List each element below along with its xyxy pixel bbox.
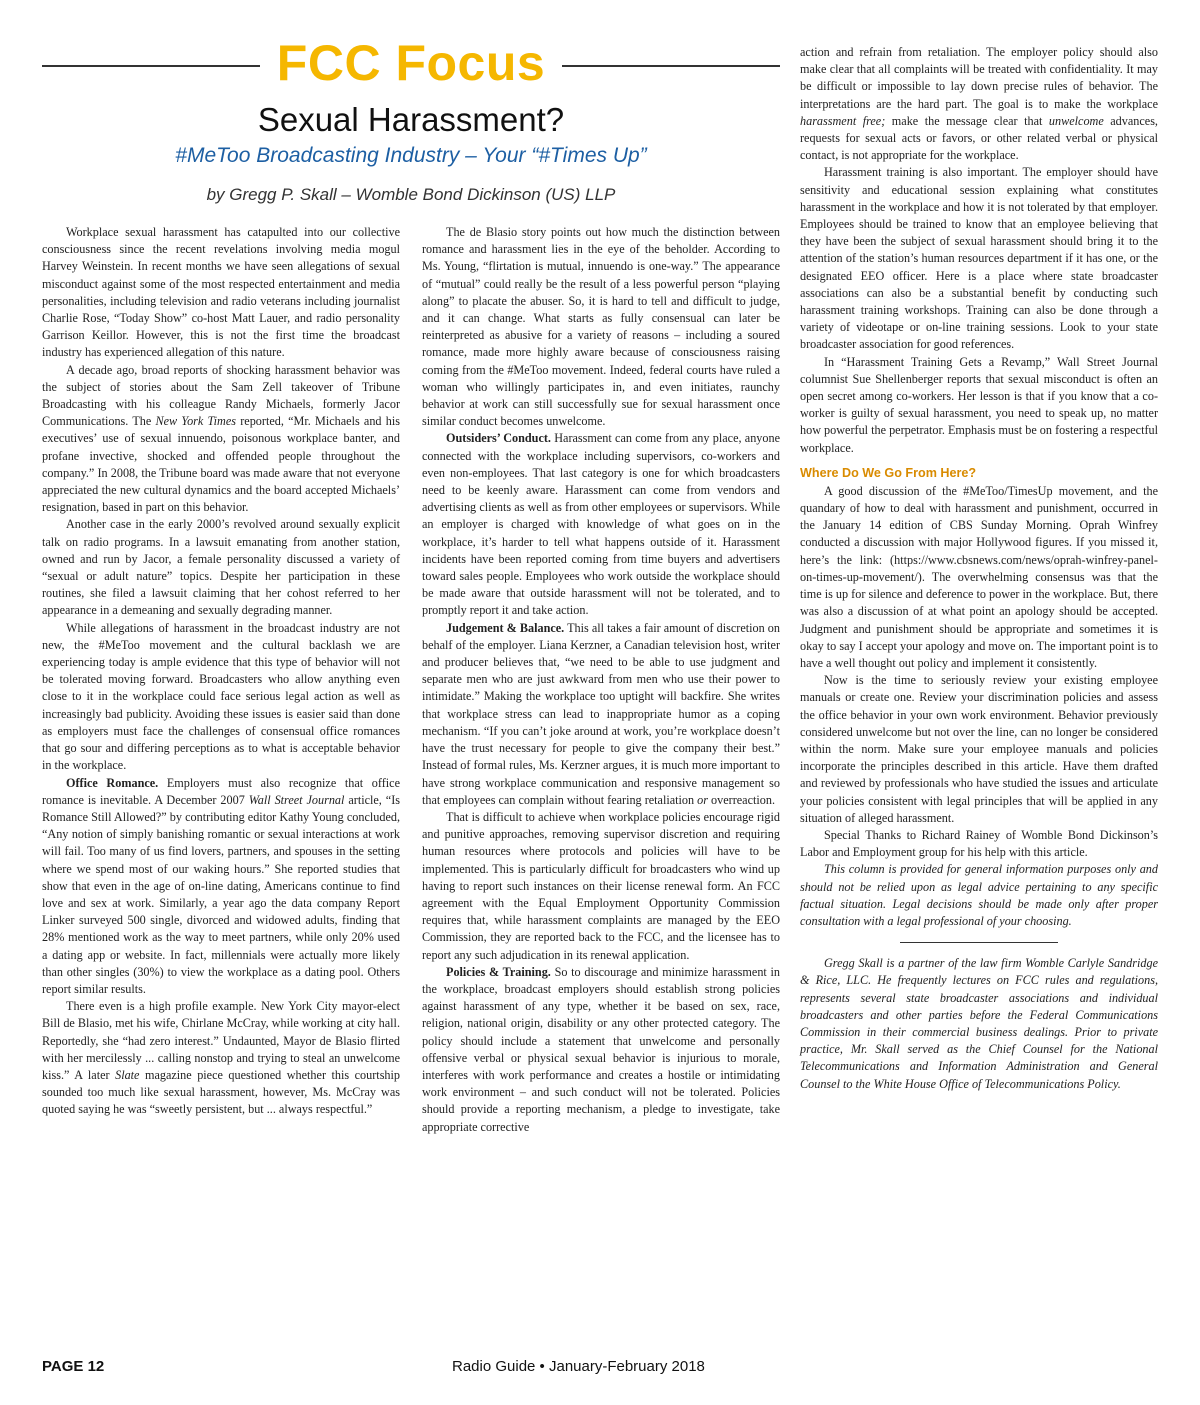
paragraph: Workplace sexual harassment has catapulted into our collective consciousness since the recent revelations involving media mogul Harvey Weinstein. In recent months we have seen allegations of sexual misconduct against some of the most respected entertainment and media personalities, including television and radio veterans including journalist Charlie Rose, “Today Show” co-host Matt Lauer, and radio personality Garrison Keillor. However, this is not the first time the broadcast industry has experienced allegation of this nature. xyxy=(42,225,400,360)
masthead xyxy=(42,34,780,92)
masthead-rule-right xyxy=(562,65,780,67)
publication-line: Radio Guide • January-February 2018 xyxy=(452,1358,705,1375)
article-headline: Sexual Harassment? xyxy=(257,101,565,138)
paragraph: In “Harassment Training Gets a Revamp,” Wall Street Journal columnist Sue Shellenberger reports that sexual misconduct is often an open secret among co-workers. Her lesson is that if you know that a co-worker is guilty of sexual harassment, you need to speak up, no matter how powerful the perpetrator. Emphasis must be on fostering a respectful workplace. xyxy=(800,354,1158,455)
run-in-heading: Policies & Training. xyxy=(446,964,551,979)
paragraph: That is difficult to achieve when workplace policies encourage rigid and punitive approaches, removing supervisor discretion and requiring human resources where protocols and policies will have to be implemented. This is particularly difficult for broadcasters who wind up having to report such instances on their license renewal form. An FCC agreement with the Equal Employment Opportunity Commission requires that, while harassment complaints are managed by the EEO Commission, they are reported back to the FCC, and the licensee has to report any such adjudication in its renewal application. xyxy=(422,809,780,962)
section-heading: Where Do We Go From Here? xyxy=(800,465,977,480)
page-footer xyxy=(42,1358,1158,1382)
paragraph: Office Romance. Employers must also recognize that office romance is inevitable. A December 2007 Wall Street Journal article, “Is Romance Still Allowed?” by contributing editor Kathy Young concluded, “Any notion of simply banishing romantic or sexual interactions at work will fail. Too many of us find lovers, partners, and spouses in the setting where we spend most of our waking hours.” She reported studies that show that even in the age of on-line dating, Americans continue to find love and sex at work. Similarly, a year ago the data company Report Linker surveyed 500 single, divorced and widowed adults, finding that 28% mentioned work as the way to meet partners, while only 20% used a dating app or website. In fact, millennials were actually more likely than other singles (30%) to view the workplace as a dating pool. Others report similar results. xyxy=(42,775,400,996)
paragraph: Now is the time to seriously review your existing employee manuals or create one. Review your discrimination policies and assess the office behavior in your own work environment. Behavior previously considered unwelcome but not over the line, can no longer be considered within the norm. Make sure your employee manuals and policies incorporate the principles described in this article. Have them drafted and reviewed by professionals who have studied the issues and articulate your policies consistent with legal principles that will be applied in any situation of alleged harassment. xyxy=(800,673,1158,825)
paragraph: The de Blasio story points out how much the distinction between romance and harassment lies in the eye of the beholder. According to Ms. Young, “flirtation is mutual, innuendo is one-way.” The appearance of “mutual” could really be the result of a less powerful person “playing along” to placate the abuser. So, it is hard to tell and difficult to judge, and it can change. What starts as fully consensual can later be reinterpreted as abusive for a variety of reasons – including a soured romance, made more highly aware because of consciousness raising coming from the #MeToo movement. Indeed, federal courts have ruled a woman who willingly participates in, and even initiates, raunchy behavior at work can still successfully sue for sexual harassment once similar conduct becomes unwelcome. xyxy=(422,225,780,429)
column-title: FCC Focus xyxy=(276,35,546,91)
text-column-1 xyxy=(42,224,400,1119)
paragraph: While allegations of harassment in the broadcast industry are not new, the #MeToo movement and the cultural backlash we are experiencing today is ample evidence that this type of behavior will not be tolerated moving forward. Broadcasters who allow anything even close to it in the workplace could face serious legal action as well as increasingly bad publicity. Avoiding these issues is easier said than done as employers must face the challenges of consensual office romances that go sour and differing perceptions as to what is acceptable behavior in the workplace. xyxy=(42,620,400,773)
paragraph: Judgement & Balance. This all takes a fair amount of discretion on behalf of the employer. Liana Kerzner, a Canadian television host, writer and producer believes that, “we need to be able to use judgment and separate men who are just awkward from men who use their power to intimidate.” Making the workplace too uptight will backfire. She writes that workplace stress can lead to inappropriate humor as a coping mechanism. “If you can’t joke around at work, you’re workplace doesn’t have the trust necessary for people to give the company their best.” Instead of formal rules, Ms. Kerzner argues, it is much more important to have strong workplace communication and responsive management so that employees can complain without fearing retaliation or overreaction. xyxy=(422,620,780,807)
run-in-heading: Judgement & Balance. xyxy=(446,620,565,635)
paragraph: Policies & Training. So to discourage and minimize harassment in the workplace, broadcast employers should establish strong policies against harassment of any type, whether it be based on sex, race, religion, national origin, disability or any other protected category. The policy should include a statement that unwelcome and personally offensive verbal or physical sexual behavior is injurious to morale, interferes with work performance and creates a hostile or intimidating work environment – and such conduct will not be tolerated. Policies should provide a reporting mechanism, a pledge to investigate, take appropriate corrective xyxy=(422,964,780,1134)
paragraph: Another case in the early 2000’s revolved around sexually explicit talk on radio programs. In a lawsuit emanating from another station, owned and run by Jacor, a female personality discussed a variety of “sexual or adult nature” topics. Despite her participation in these routines, she filed a lawsuit claiming that her cohost referred to her appearance in a demeaning and sexually degrading manner. xyxy=(42,517,400,618)
author-bio: Gregg Skall is a partner of the law firm Womble Carlyle Sandridge & Rice, LLC. He frequently lectures on FCC rules and regulations, represents several state broadcaster associations and individual broadcasters and other parties before the Federal Communications Commission in their commercial business dealings. Prior to private practice, Mr. Skall served as the Chief Counsel for the National Telecommunications and Information Administration and General Counsel to the White House Office of Telecommunications Policy. xyxy=(800,956,1158,1091)
page-number: PAGE 12 xyxy=(42,1358,105,1375)
paragraph: A decade ago, broad reports of shocking harassment behavior was the subject of stories about the Sam Zell takeover of Tribune Broadcasting with his colleague Randy Michaels, formerly Jacor Communications. The New York Times reported, “Mr. Michaels and his executives’ use of sexual innuendo, poisonous workplace banter, and profane invective, shocked and offended people throughout the company.” In 2008, the Tribune board was made aware that not everyone appreciated the new cultural dynamics and the board accepted Michaels’ resignation, based in part on this behavior. xyxy=(42,362,400,515)
disclaimer: This column is provided for general information purposes only and should not be relied upon as legal advice pertaining to any specific factual situation. Legal decisions should be made only after proper consultation with a legal professional of your choosing. xyxy=(800,862,1158,928)
paragraph: Harassment training is also important. The employer should have sensitivity and educational session explaining what constitutes harassment in the workplace and how it is not tolerated by that employer. Employees should be trained to know that an employee believing that they have been the subject of sexual harassment should bring it to the attention of the station’s human resources department if it has one, or the designated EEO officer. Here is a place where state broadcaster associations can also be a substantial benefit by conducting such harassment training workshops. Training can also be done through a variety of videotape or on-line training sessions. Look to your state broadcaster association for good references. xyxy=(800,165,1158,352)
run-in-heading: Office Romance. xyxy=(66,775,159,790)
paragraph: There even is a high profile example. New York City mayor-elect Bill de Blasio, met his wife, Chirlane McCray, while working at city hall. Reportedly, she “had zero interest.” Undaunted, Mayor de Blasio flirted with her mercilessly ... calling nonstop and trying to steal an unwelcome kiss.” A later Slate magazine piece questioned whether this courtship sounded too much like sexual harassment, however, Ms. McCray was quoted saying he was “sweetly persistent, but ... always respectful.” xyxy=(42,999,401,1117)
run-in-heading: Outsiders’ Conduct. xyxy=(446,431,551,446)
paragraph: A good discussion of the #MeToo/TimesUp movement, and the quandary of how to deal with harassment and punishment, occurred in the January 14 edition of CBS Sunday Morning. Oprah Winfrey conducted a discussion with major Hollywood figures. If you missed it, here’s the link: (https://www.cbsnews.com/news/oprah-winfrey-panel-on-times-up-movement/). The overwhelming consensus was that the time is up for silence and deference to power in the workplace. But, there was also a discussion of at what point an apology should be accepted. Judgment and punishment should be appropriate and sometimes it is okay to say I accept your apology and move on. The important point is to have a well thought out policy and implement it consistently. xyxy=(800,483,1158,670)
article-byline: by Gregg P. Skall – Womble Bond Dickinson (US) LLP xyxy=(206,185,616,204)
bio-divider xyxy=(900,942,1058,943)
paragraph: Outsiders’ Conduct. Harassment can come from any place, anyone connected with the workplace including supervisors, co-workers and even non-employees. That last category is one for which broadcasters need to be keenly aware. Harassment can come from vendors and advertising clients as well as from other employees or supervisors. While an employer is charged with knowledge of what goes on in the workplace, it’s harder to tell what happens outside of it. Harassment incidents have been reported coming from time buyers and advertisers toward sales people. Employees who work outside the workplace should be made aware that outside harassment will not be tolerated, and to promptly report it and take action. xyxy=(422,431,780,618)
article-subhead: #MeToo Broadcasting Industry – Your “#Times Up” xyxy=(175,144,647,167)
paragraph: Special Thanks to Richard Rainey of Womble Bond Dickinson’s Labor and Employment group for his help with this article. xyxy=(800,827,1158,860)
publication-name: New York Times xyxy=(155,414,236,429)
publication-name: Wall Street Journal xyxy=(248,792,345,807)
text-column-2 xyxy=(422,224,780,1136)
paragraph: action and refrain from retaliation. The employer policy should also make clear that all complaints will be treated with confidentiality. It may be difficult or impossible to lay down precise rules of behavior. The interpretations are the hard part. The goal is to make the workplace harassment free; make the message clear that unwelcome advances, requests for sexual acts or favors, or other related verbal or physical contact, is not appropriate for the workplace. xyxy=(800,45,1158,163)
publication-name: Slate xyxy=(115,1067,140,1082)
text-column-3 xyxy=(800,44,1158,1093)
